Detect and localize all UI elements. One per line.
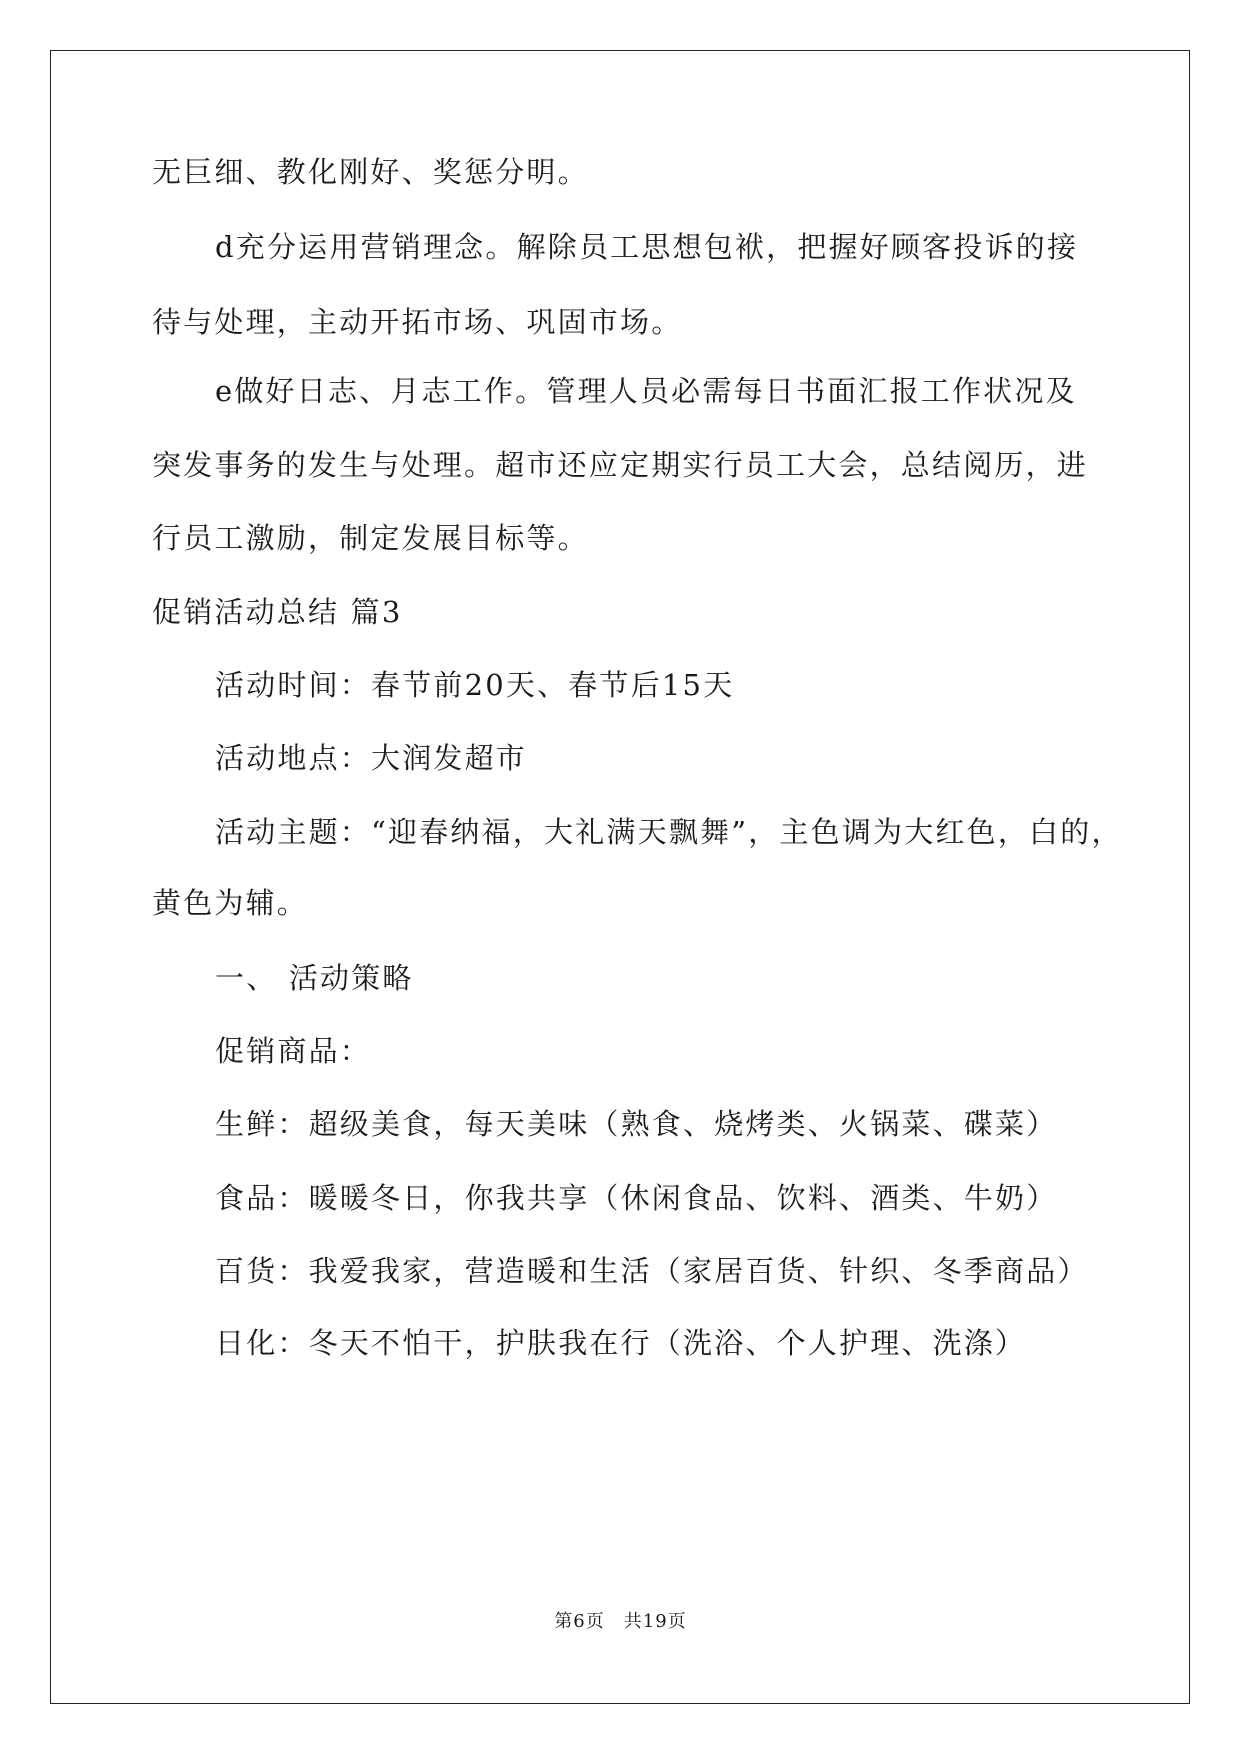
promo-fresh: 生鲜：超级美食，每天美味（熟食、烧烤类、火锅菜、碟菜）: [215, 1107, 1058, 1141]
page-border: [50, 50, 1190, 1704]
promo-general: 百货：我爱我家，营造暖和生活（家居百货、针织、冬季商品）: [215, 1254, 1089, 1288]
promo-food: 食品：暖暖冬日，你我共享（休闲食品、饮料、酒类、牛奶）: [215, 1181, 1058, 1215]
promo-goods-label: 促销商品：: [215, 1034, 372, 1068]
strategy-heading: 一、 活动策略: [215, 961, 414, 995]
body-line-6: 行员工激励，制定发展目标等。: [152, 521, 589, 555]
activity-theme-cont: 黄色为辅。: [152, 886, 309, 920]
section-heading: 促销活动总结 篇3: [152, 595, 403, 629]
body-line-5: 突发事务的发生与处理。超市还应定期实行员工大会，总结阅历，进: [152, 448, 1089, 482]
activity-time: 活动时间：春节前20天、春节后15天: [215, 668, 735, 702]
activity-location: 活动地点：大润发超市: [215, 741, 528, 775]
body-line-3: 待与处理，主动开拓市场、巩固市场。: [152, 305, 683, 339]
activity-theme: 活动主题：“迎春纳福，大礼满天飘舞”，主色调为大红色，白的，: [215, 815, 1123, 849]
promo-daily: 日化：冬天不怕干，护肤我在行（洗浴、个人护理、洗涤）: [215, 1326, 1027, 1360]
page-footer: 第6页 共19页: [554, 1611, 687, 1632]
body-line-1: 无巨细、教化刚好、奖惩分明。: [152, 155, 589, 189]
body-line-2: d充分运用营销理念。解除员工思想包袱，把握好顾客投诉的接: [215, 230, 1079, 264]
body-line-4: e做好日志、月志工作。管理人员必需每日书面汇报工作状况及: [215, 374, 1077, 408]
